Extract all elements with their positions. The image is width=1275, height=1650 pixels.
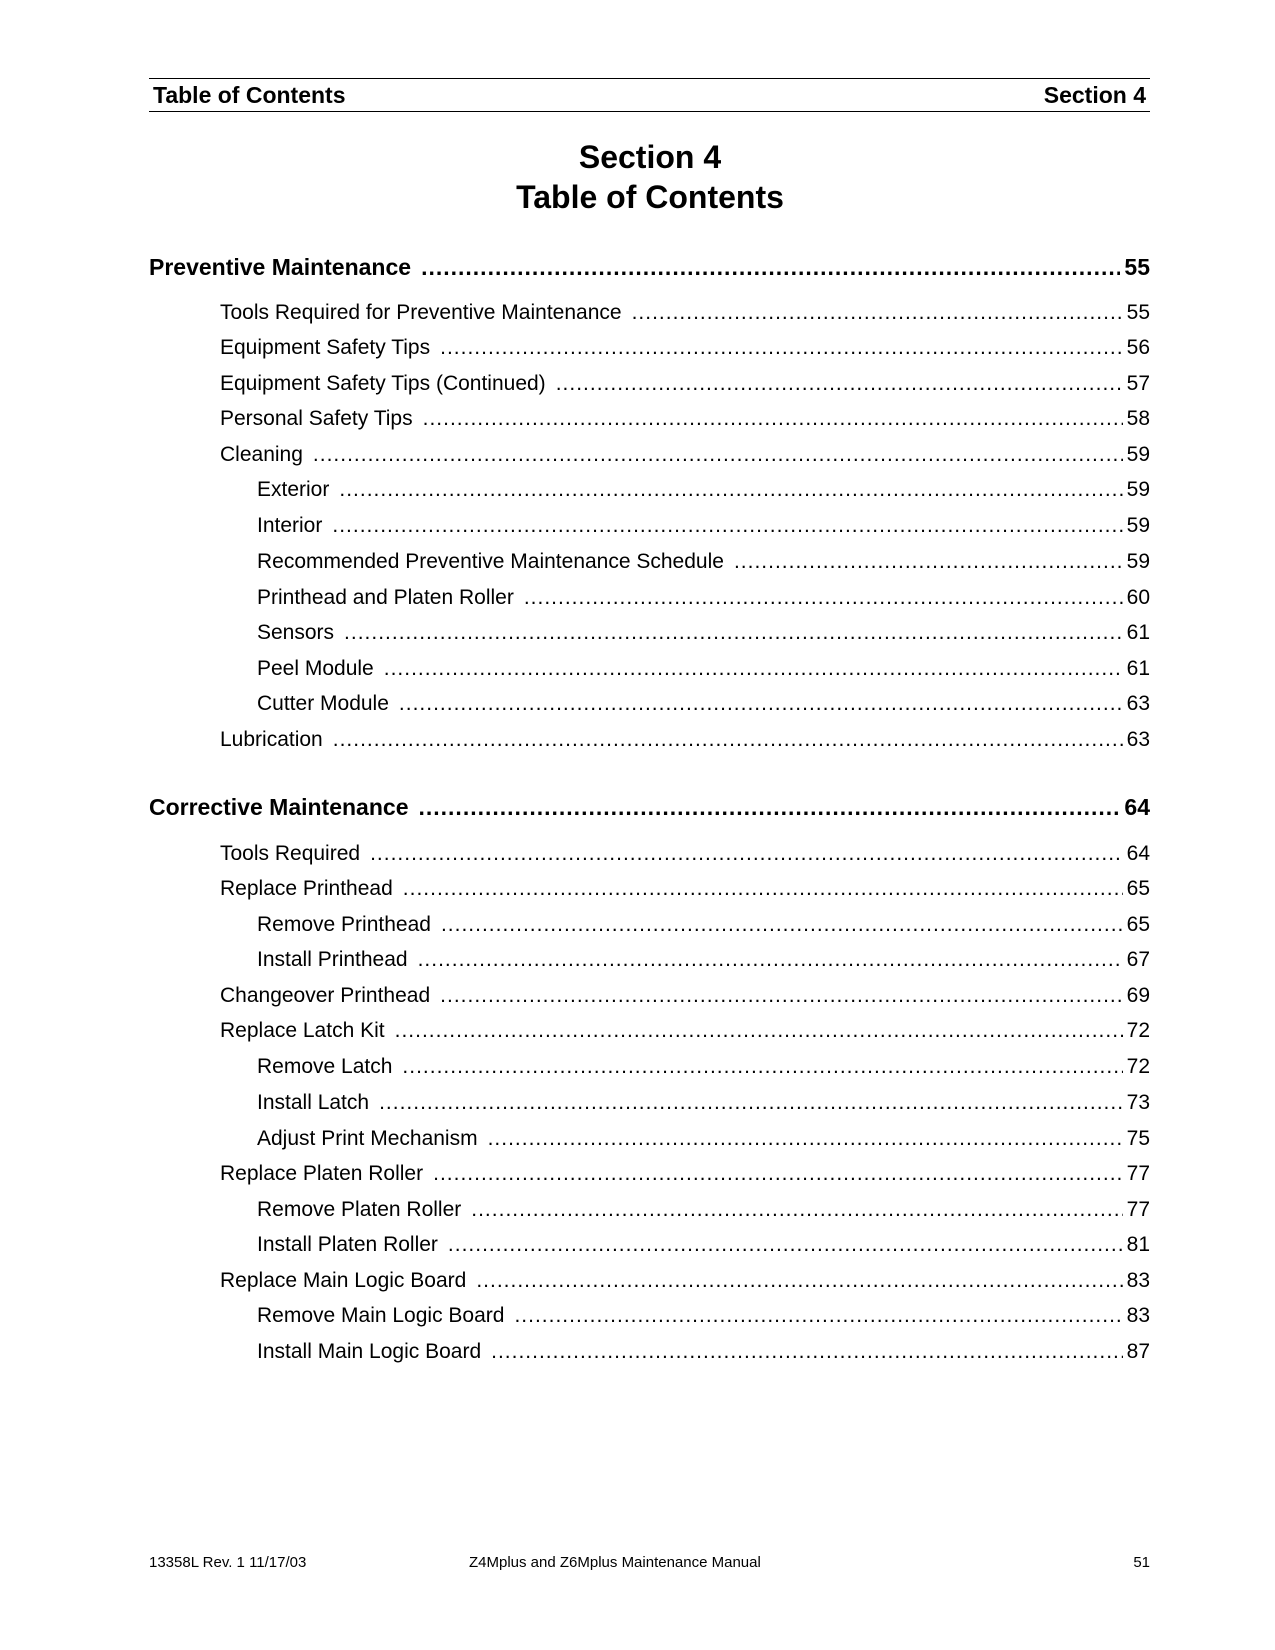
toc-entry-page: 73 xyxy=(1126,1091,1150,1114)
toc-entry-label: Cutter Module xyxy=(257,692,389,715)
toc-entry[interactable] xyxy=(220,842,1150,866)
running-header xyxy=(149,78,1150,112)
toc-entry[interactable] xyxy=(257,692,1150,716)
toc-dot-leader xyxy=(370,842,1123,866)
toc-entry-label: Remove Printhead xyxy=(257,913,431,936)
toc-section-entry[interactable] xyxy=(149,794,1150,821)
toc-entry-page: 69 xyxy=(1126,984,1150,1007)
toc-dot-leader xyxy=(476,1269,1122,1293)
toc-dot-leader xyxy=(514,1304,1122,1328)
footer-manual-title: Z4Mplus and Z6Mplus Maintenance Manual xyxy=(469,1554,761,1571)
toc-entry-label: Sensors xyxy=(257,621,335,644)
toc-dot-leader xyxy=(339,478,1122,502)
toc-entry[interactable] xyxy=(220,443,1150,467)
toc-entry[interactable] xyxy=(257,1055,1150,1079)
toc-entry[interactable] xyxy=(257,1198,1150,1222)
toc-entry[interactable] xyxy=(257,514,1150,538)
toc-entry[interactable] xyxy=(220,728,1150,752)
toc-dot-leader xyxy=(441,913,1123,937)
toc-entry-page: 72 xyxy=(1126,1019,1150,1042)
toc-entry-label: Lubrication xyxy=(220,728,323,751)
toc-entry[interactable] xyxy=(220,336,1150,360)
toc-entry-label: Replace Platen Roller xyxy=(220,1162,424,1185)
toc-entry-page: 61 xyxy=(1126,621,1150,644)
toc-entry[interactable] xyxy=(257,1340,1150,1364)
toc-entry[interactable] xyxy=(220,1019,1150,1043)
toc-dot-leader xyxy=(379,1091,1123,1115)
toc-entry-page: 67 xyxy=(1126,948,1150,971)
toc-dot-leader xyxy=(491,1340,1123,1364)
toc-entry-page: 65 xyxy=(1126,877,1150,900)
toc-entry-label: Replace Latch Kit xyxy=(220,1019,385,1042)
toc-entry[interactable] xyxy=(220,301,1150,325)
toc-entry[interactable] xyxy=(220,1162,1150,1186)
toc-entry-label: Replace Printhead xyxy=(220,877,393,900)
toc-entry-page: 59 xyxy=(1126,478,1150,501)
toc-entry-label: Preventive Maintenance xyxy=(149,254,412,280)
toc-dot-leader xyxy=(433,1162,1123,1186)
toc-entry-page: 60 xyxy=(1126,586,1150,609)
footer-page-number: 51 xyxy=(1133,1554,1150,1571)
toc-entry-label: Install Latch xyxy=(257,1091,370,1114)
toc-dot-leader xyxy=(333,728,1123,752)
toc-entry-page: 59 xyxy=(1126,550,1150,573)
toc-entry-page: 72 xyxy=(1126,1055,1150,1078)
page-title-toc: Table of Contents xyxy=(516,179,784,215)
toc-entry-label: Tools Required for Preventive Maintenance xyxy=(220,301,622,324)
toc-dot-leader xyxy=(418,948,1123,972)
toc-entry-page: 87 xyxy=(1126,1340,1150,1363)
toc-entry-label: Recommended Preventive Maintenance Schedule xyxy=(257,550,724,573)
toc-entry-page: 77 xyxy=(1126,1198,1150,1221)
toc-entry[interactable] xyxy=(257,657,1150,681)
toc-dot-leader xyxy=(440,336,1123,360)
toc-entry-label: Printhead and Platen Roller xyxy=(257,586,514,609)
toc-dot-leader xyxy=(632,301,1123,325)
toc-entry-page: 81 xyxy=(1126,1233,1150,1256)
toc-section-entry[interactable] xyxy=(149,254,1150,281)
toc-dot-leader xyxy=(471,1198,1122,1222)
toc-entry-label: Adjust Print Mechanism xyxy=(257,1127,478,1150)
toc-entry-label: Replace Main Logic Board xyxy=(220,1269,467,1292)
toc-dot-leader xyxy=(556,372,1123,396)
toc-entry[interactable] xyxy=(257,586,1150,610)
toc-entry-label: Interior xyxy=(257,514,323,537)
toc-entry[interactable] xyxy=(257,550,1150,574)
toc-dot-leader xyxy=(384,657,1123,681)
toc-entry-page: 61 xyxy=(1126,657,1150,680)
toc-entry-page: 83 xyxy=(1126,1269,1150,1292)
page-footer xyxy=(149,1554,1150,1571)
toc-entry-label: Remove Main Logic Board xyxy=(257,1304,505,1327)
toc-dot-leader xyxy=(448,1233,1123,1257)
toc-entry-page: 77 xyxy=(1126,1162,1150,1185)
toc-entry-label: Personal Safety Tips xyxy=(220,407,413,430)
toc-entry[interactable] xyxy=(220,877,1150,901)
toc-entry-label: Install Main Logic Board xyxy=(257,1340,482,1363)
toc-entry-label: Equipment Safety Tips (Continued) xyxy=(220,372,546,395)
toc-entry[interactable] xyxy=(257,913,1150,937)
toc-dot-leader xyxy=(418,794,1120,821)
toc-entry-label: Equipment Safety Tips xyxy=(220,336,431,359)
toc-dot-leader xyxy=(399,692,1123,716)
toc-entry-label: Install Platen Roller xyxy=(257,1233,438,1256)
toc-entry-page: 56 xyxy=(1126,336,1150,359)
toc-entry-page: 83 xyxy=(1126,1304,1150,1327)
toc-entry[interactable] xyxy=(257,1091,1150,1115)
toc-entry-page: 75 xyxy=(1126,1127,1150,1150)
toc-entry-label: Cleaning xyxy=(220,443,303,466)
toc-entry-page: 63 xyxy=(1126,692,1150,715)
toc-entry-page: 58 xyxy=(1126,407,1150,430)
toc-entry-label: Install Printhead xyxy=(257,948,408,971)
toc-entry-page: 59 xyxy=(1126,514,1150,537)
toc-entry[interactable] xyxy=(220,372,1150,396)
toc-dot-leader xyxy=(440,984,1122,1008)
toc-dot-leader xyxy=(313,443,1123,467)
toc-entry[interactable] xyxy=(257,1233,1150,1257)
toc-entry-page: 59 xyxy=(1126,443,1150,466)
toc-entry-page: 65 xyxy=(1126,913,1150,936)
page-title xyxy=(0,137,1275,217)
toc-entry[interactable] xyxy=(257,1304,1150,1328)
running-header-section: Section 4 xyxy=(1043,81,1146,108)
toc-entry-label: Remove Latch xyxy=(257,1055,393,1078)
running-header-title: Table of Contents xyxy=(153,81,346,108)
toc-dot-leader xyxy=(488,1127,1123,1151)
toc-dot-leader xyxy=(332,514,1122,538)
toc-dot-leader xyxy=(423,407,1123,431)
toc-dot-leader xyxy=(403,877,1123,901)
toc-entry-page: 55 xyxy=(1126,301,1150,324)
toc-entry[interactable] xyxy=(257,948,1150,972)
page-title-section: Section 4 xyxy=(578,139,722,175)
toc-entry-page: 55 xyxy=(1124,254,1150,280)
toc-entry-label: Corrective Maintenance xyxy=(149,794,409,820)
toc-entry-label: Remove Platen Roller xyxy=(257,1198,462,1221)
toc-dot-leader xyxy=(402,1055,1122,1079)
toc-entry[interactable] xyxy=(220,407,1150,431)
toc-entry-label: Changeover Printhead xyxy=(220,984,431,1007)
toc-entry[interactable] xyxy=(257,1127,1150,1151)
toc-dot-leader xyxy=(395,1019,1123,1043)
footer-doc-number: 13358L Rev. 1 11/17/03 xyxy=(149,1554,307,1571)
toc-entry[interactable] xyxy=(257,478,1150,502)
toc-entry-page: 63 xyxy=(1126,728,1150,751)
toc-dot-leader xyxy=(421,254,1120,281)
toc-entry-page: 64 xyxy=(1124,794,1150,820)
toc-dot-leader xyxy=(524,586,1123,610)
toc-entry-label: Tools Required xyxy=(220,842,361,865)
toc-entry-page: 64 xyxy=(1126,842,1150,865)
toc-entry[interactable] xyxy=(257,621,1150,645)
toc-entry-label: Exterior xyxy=(257,478,330,501)
toc-entry[interactable] xyxy=(220,1269,1150,1293)
toc-dot-leader xyxy=(734,550,1123,574)
toc-dot-leader xyxy=(344,621,1123,645)
toc-entry-page: 57 xyxy=(1126,372,1150,395)
toc-entry-label: Peel Module xyxy=(257,657,374,680)
toc-entry[interactable] xyxy=(220,984,1150,1008)
